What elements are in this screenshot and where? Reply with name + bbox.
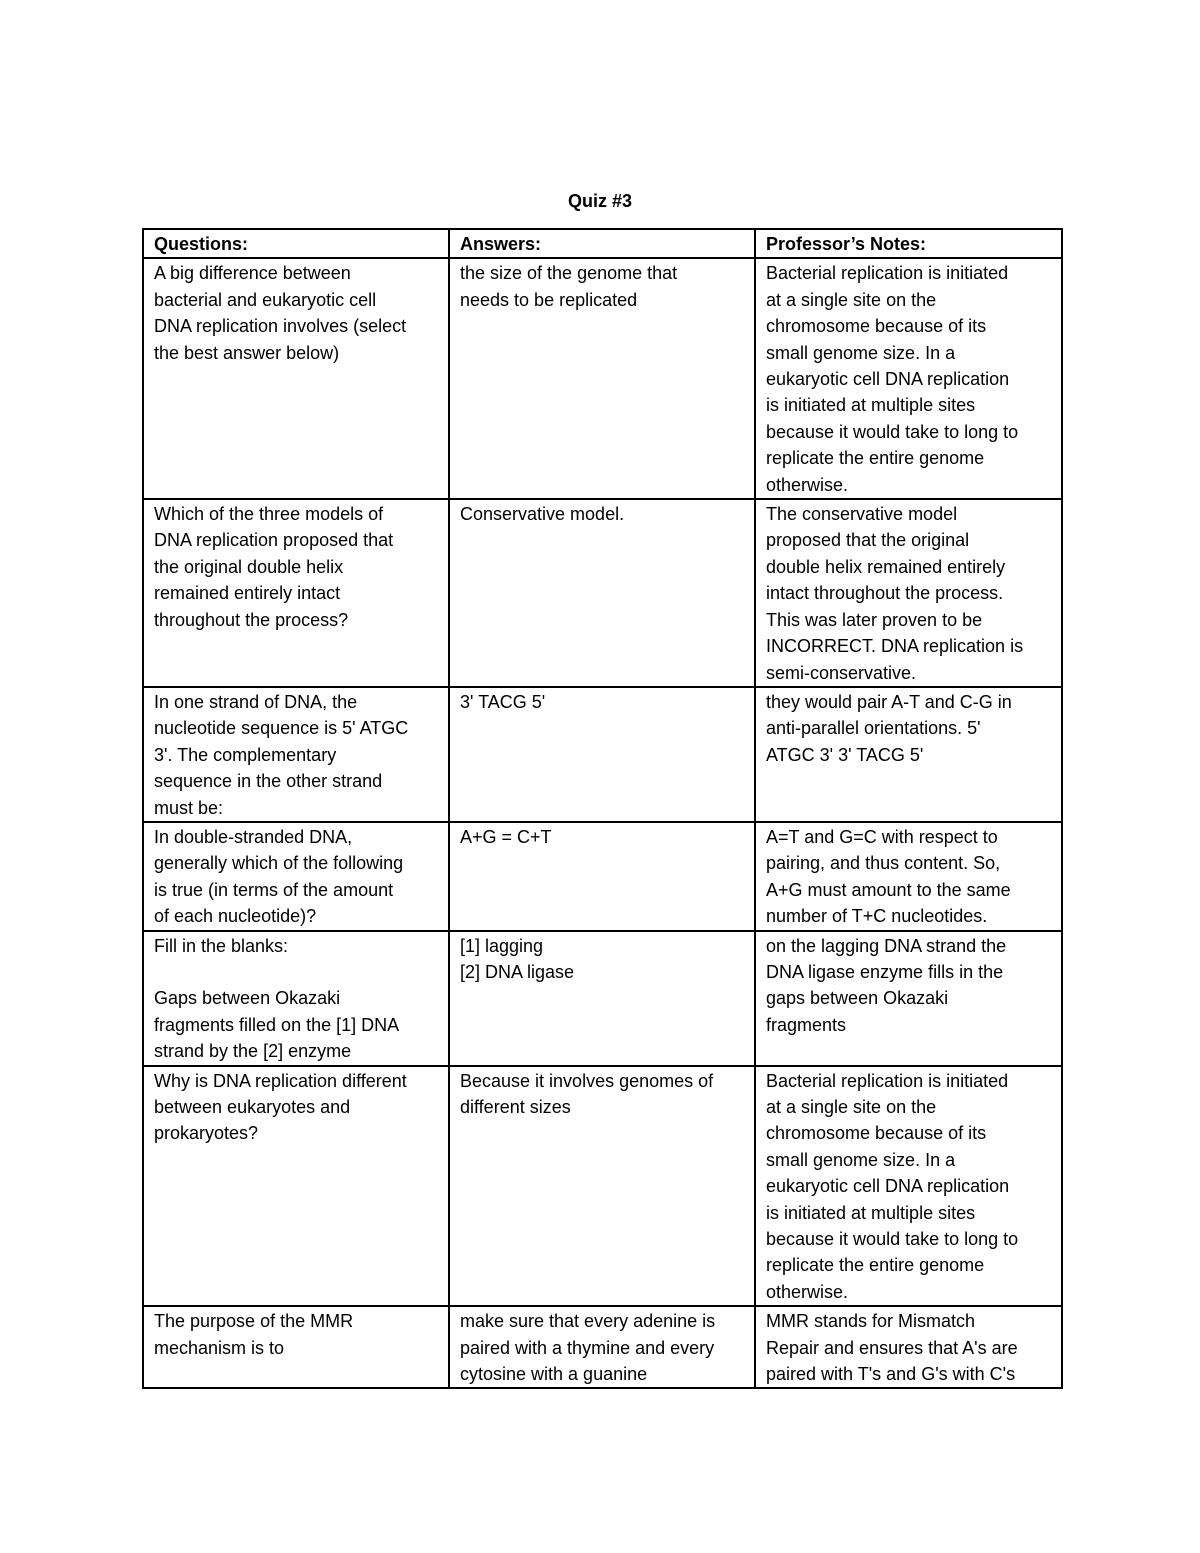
table-row [143, 687, 1062, 822]
question-cell: In one strand of DNA, the nucleotide sequence is 5' ATGC 3'. The complementary sequence in the other strand must be: [143, 687, 449, 822]
header-professor-notes: Professor’s Notes: [755, 229, 1062, 258]
answer-cell: make sure that every adenine is paired with a thymine and every cytosine with a guanine [449, 1306, 755, 1388]
table-row [143, 822, 1062, 931]
note-cell: they would pair A-T and C-G in anti-parallel orientations. 5' ATGC 3' 3' TACG 5' [755, 687, 1062, 822]
note-cell: Bacterial replication is initiated at a single site on the chromosome because of its small genome size. In a eukaryotic cell DNA replication is initiated at multiple sites because it would take to long to replicate the entire genome otherwise. [755, 258, 1062, 499]
table-row [143, 499, 1062, 687]
question-cell: Fill in the blanks: Gaps between Okazaki fragments filled on the [1] DNA strand by the [2] enzyme [143, 931, 449, 1066]
table-row [143, 258, 1062, 499]
question-cell: In double-stranded DNA, generally which of the following is true (in terms of the amount of each nucleotide)? [143, 822, 449, 931]
page-title: Quiz #3 [567, 191, 633, 211]
answer-cell: Conservative model. [449, 499, 755, 687]
question-cell: Why is DNA replication different between eukaryotes and prokaryotes? [143, 1066, 449, 1307]
header-questions: Questions: [143, 229, 449, 258]
note-cell: MMR stands for Mismatch Repair and ensures that A's are paired with T's and G's with C's [755, 1306, 1062, 1388]
note-cell: Bacterial replication is initiated at a single site on the chromosome because of its small genome size. In a eukaryotic cell DNA replication is initiated at multiple sites because it would take to long to replicate the entire genome otherwise. [755, 1066, 1062, 1307]
answer-cell: 3' TACG 5' [449, 687, 755, 822]
answer-cell: A+G = C+T [449, 822, 755, 931]
quiz-table [142, 228, 1063, 1389]
question-cell: The purpose of the MMR mechanism is to [143, 1306, 449, 1388]
question-cell: A big difference between bacterial and eukaryotic cell DNA replication involves (select the best answer below) [143, 258, 449, 499]
answer-cell: [1] lagging [2] DNA ligase [449, 931, 755, 1066]
header-answers: Answers: [449, 229, 755, 258]
table-row [143, 1066, 1062, 1307]
note-cell: on the lagging DNA strand the DNA ligase enzyme fills in the gaps between Okazaki fragments [755, 931, 1062, 1066]
question-cell: Which of the three models of DNA replication proposed that the original double helix remained entirely intact throughout the process? [143, 499, 449, 687]
answer-cell: the size of the genome that needs to be replicated [449, 258, 755, 499]
note-cell: The conservative model proposed that the original double helix remained entirely intact throughout the process. This was later proven to be INCORRECT. DNA replication is semi-conservative. [755, 499, 1062, 687]
note-cell: A=T and G=C with respect to pairing, and thus content. So, A+G must amount to the same number of T+C nucleotides. [755, 822, 1062, 931]
table-row [143, 931, 1062, 1066]
answer-cell: Because it involves genomes of different sizes [449, 1066, 755, 1307]
table-header-row [143, 229, 1062, 258]
table-row [143, 1306, 1062, 1388]
